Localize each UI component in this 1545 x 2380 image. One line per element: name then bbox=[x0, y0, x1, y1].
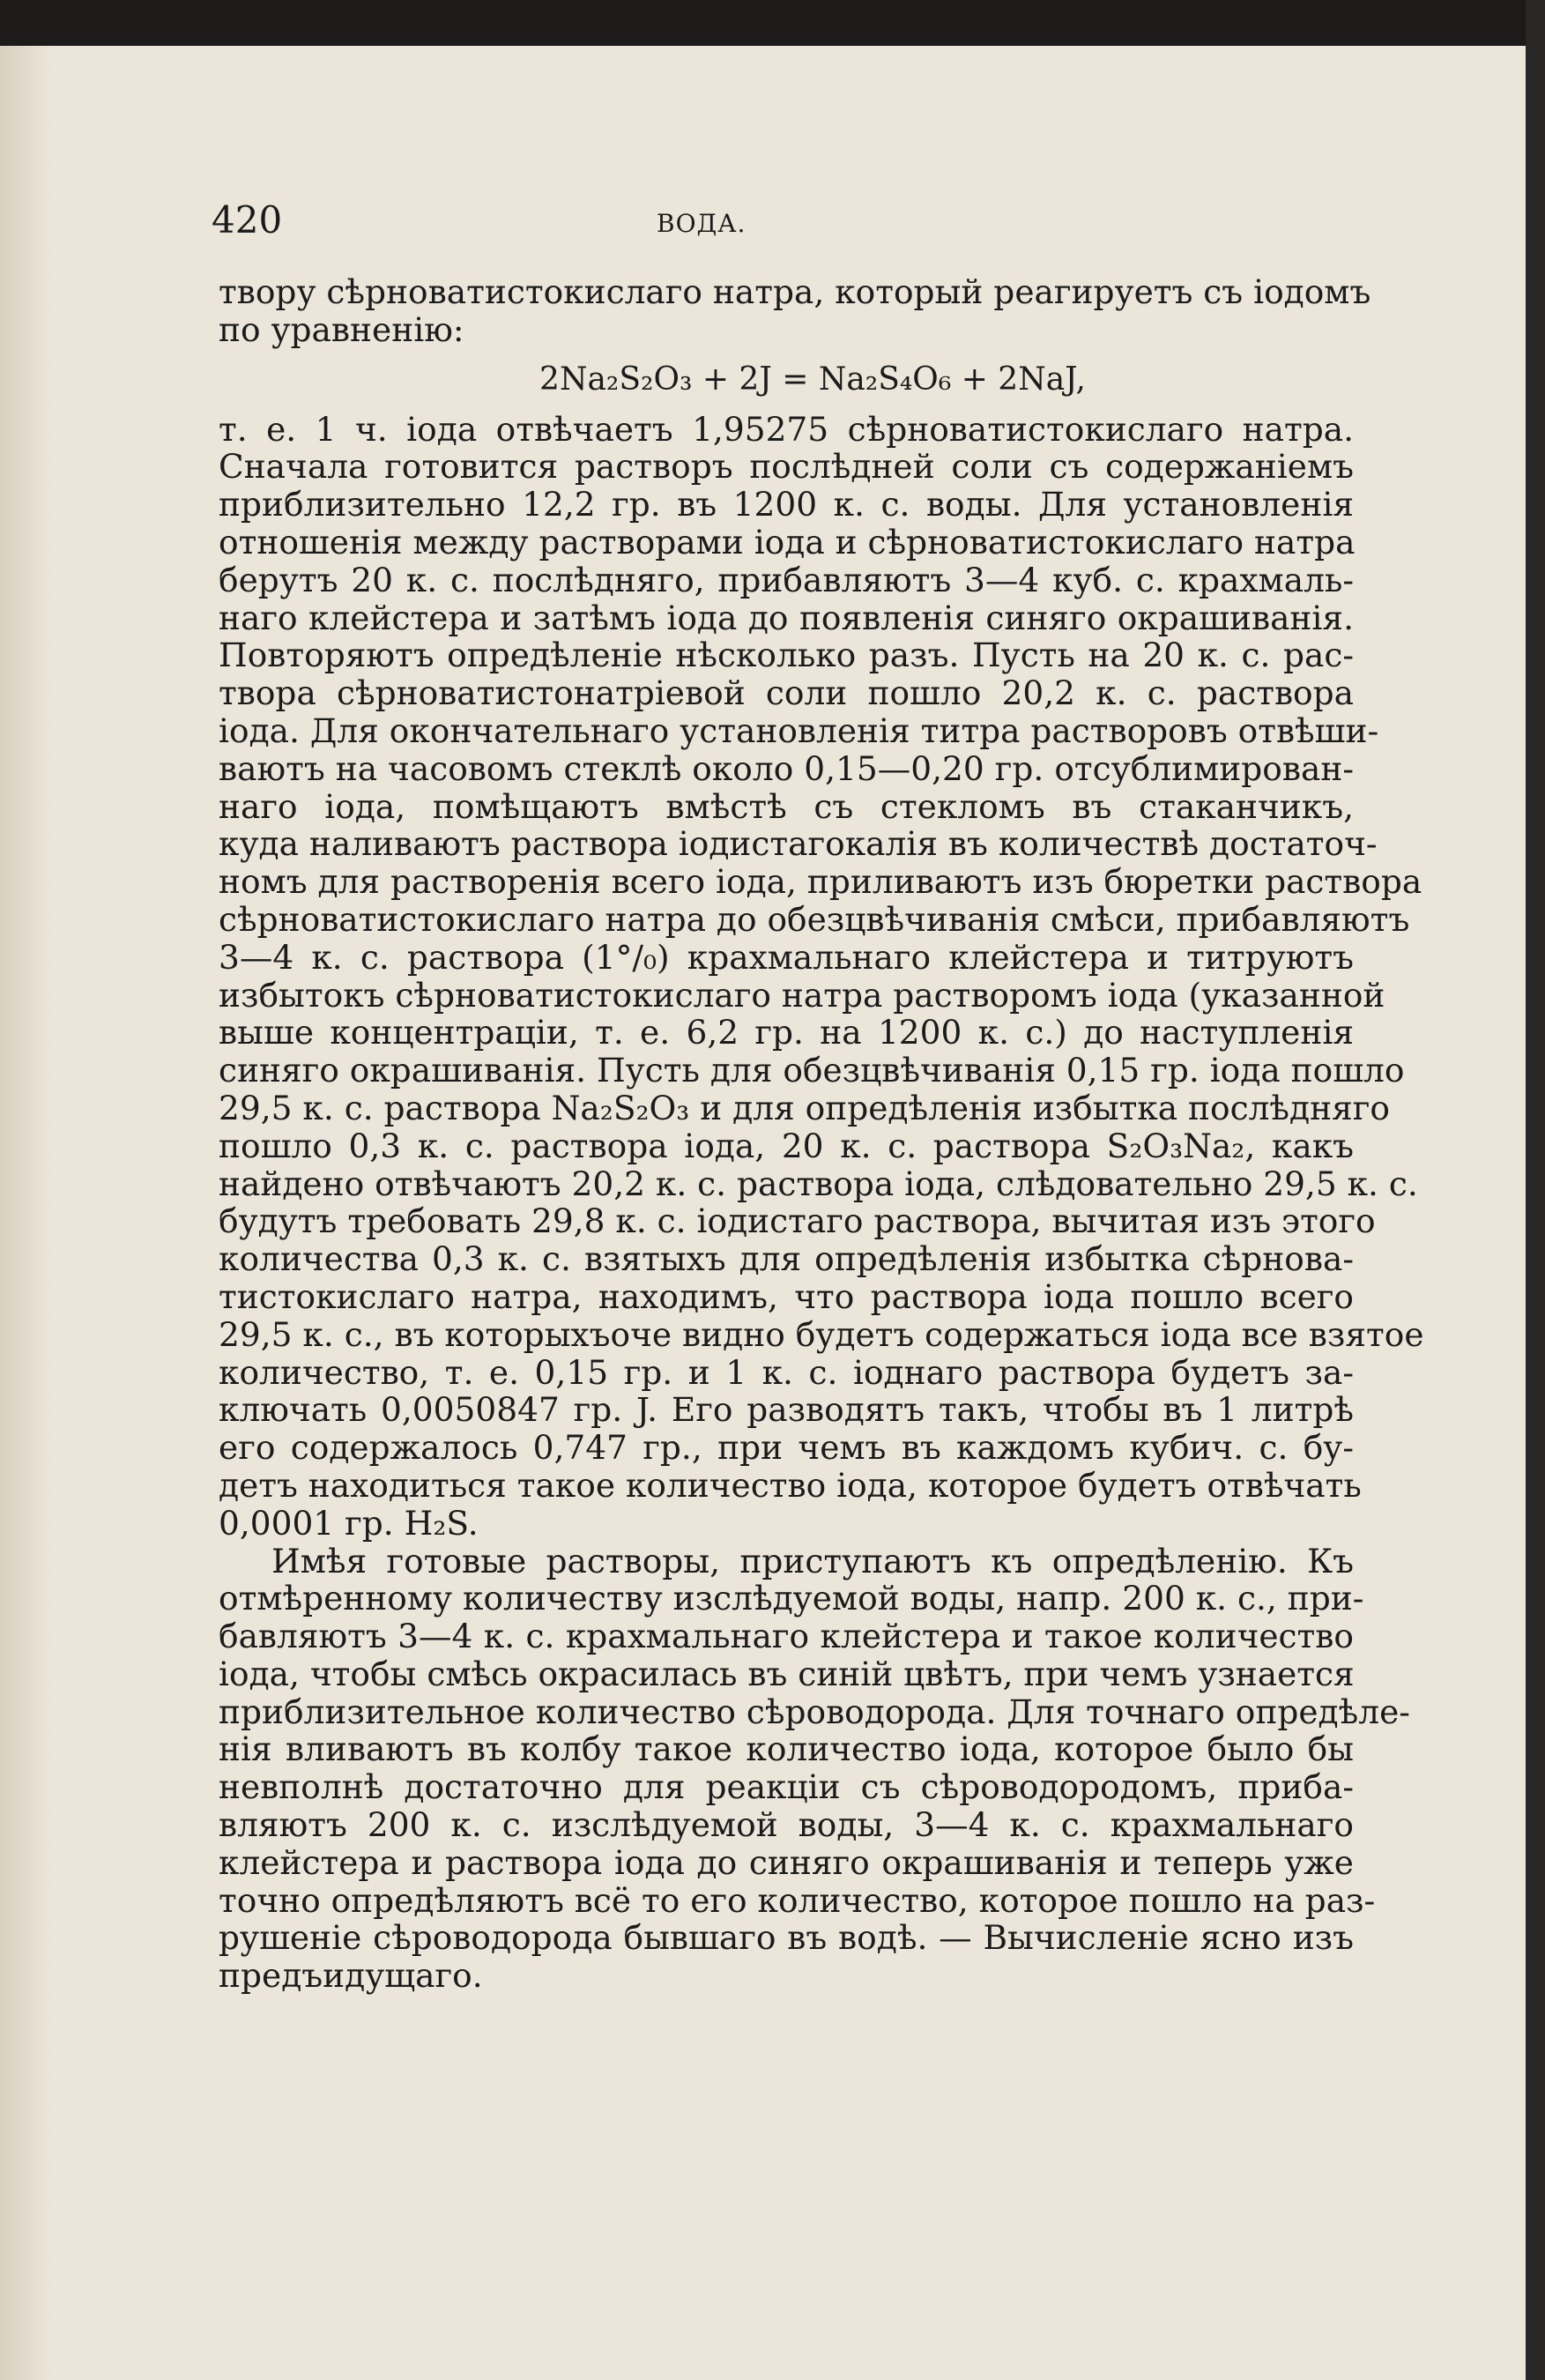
text-line: приблизительное количество сѣроводорода. Для точнаго опредѣле- bbox=[219, 1692, 1410, 1731]
text-line: 29,5 к. с., въ которыхъоче видно будетъ содержаться іода все взятое bbox=[219, 1314, 1424, 1354]
page-header bbox=[212, 198, 1357, 251]
text-line: нія вливаютъ въ колбу такое количество іода, которое было бы bbox=[219, 1729, 1354, 1769]
paragraph-1 bbox=[219, 409, 1424, 1543]
text-line: наго клейстера и затѣмъ іода до появленія синяго окрашиванія. bbox=[219, 598, 1354, 637]
text-line: твору сѣрноватистокислаго натра, который реагируетъ съ іодомъ bbox=[219, 272, 1371, 311]
text-line: іода, чтобы смѣсь окрасилась въ синій цвѣтъ, при чемъ узнается bbox=[219, 1654, 1355, 1693]
text-line: берутъ 20 к. с. послѣдняго, прибавляютъ 3—4 куб. с. крахмаль- bbox=[219, 560, 1354, 599]
text-line: Имѣя готовые растворы, приступаютъ къ опредѣленію. Къ bbox=[271, 1541, 1354, 1580]
text-line: наго іода, помѣщаютъ вмѣстѣ съ стекломъ въ стаканчикъ, bbox=[219, 786, 1354, 826]
text-line: избытокъ сѣрноватистокислаго натра растворомъ іода (указанной bbox=[219, 975, 1385, 1015]
text-line: вляютъ 200 к. с. изслѣдуемой воды, 3—4 к. с. крахмальнаго bbox=[219, 1805, 1354, 1845]
text-line: іода. Для окончательнаго установленія титра растворовъ отвѣши- bbox=[219, 710, 1379, 750]
running-head: ВОДА. bbox=[657, 209, 747, 238]
scan-right-border bbox=[1526, 0, 1545, 2380]
text-line: найдено отвѣчаютъ 20,2 к. с. раствора іода, слѣдовательно 29,5 к. с. bbox=[219, 1164, 1418, 1203]
text-line: выше концентраціи, т. е. 6,2 гр. на 1200 к. с.) до наступленія bbox=[219, 1013, 1354, 1052]
intro-lines bbox=[219, 272, 1371, 349]
text-line: количество, т. е. 0,15 гр. и 1 к. с. іоднаго раствора будетъ за- bbox=[219, 1352, 1354, 1392]
text-line: сѣрноватистокислаго натра до обезцвѣчиванія смѣси, прибавляютъ bbox=[219, 899, 1410, 939]
text-line: рушеніе сѣроводорода бывшаго въ водѣ. — Вычисленіе ясно изъ bbox=[219, 1918, 1354, 1958]
text-line: ваютъ на часовомъ стеклѣ около 0,15—0,20 гр. отсублимирован- bbox=[219, 748, 1354, 788]
text-line: пошло 0,3 к. с. раствора іода, 20 к. с. раствора S₂O₃Na₂, какъ bbox=[219, 1126, 1354, 1165]
page-number: 420 bbox=[212, 198, 283, 242]
text-line: тистокислаго натра, находимъ, что раствора іода пошло всего bbox=[219, 1276, 1354, 1316]
chemical-equation: 2Na₂S₂O₃ + 2J = Na₂S₄O₆ + 2NaJ, bbox=[539, 361, 1086, 398]
text-line: количества 0,3 к. с. взятыхъ для опредѣленія избытка сѣрнова- bbox=[219, 1239, 1354, 1279]
text-line: приблизительно 12,2 гр. въ 1200 к. с. воды. Для установленія bbox=[219, 485, 1354, 524]
text-line: бавляютъ 3—4 к. с. крахмальнаго клейстера и такое количество bbox=[219, 1617, 1354, 1656]
text-line: синяго окрашиванія. Пусть для обезцвѣчиванія 0,15 гр. іода пошло bbox=[219, 1051, 1405, 1090]
text-line: 29,5 к. с. раствора Na₂S₂O₃ и для опредѣленія избытка послѣдняго bbox=[219, 1088, 1390, 1127]
text-line: Повторяютъ опредѣленіе нѣсколько разъ. Пусть на 20 к. с. рас- bbox=[219, 636, 1354, 675]
scan-top-border bbox=[0, 0, 1545, 46]
text-line: его содержалось 0,747 гр., при чемъ въ каждомъ кубич. с. бу- bbox=[219, 1428, 1354, 1468]
text-line: 3—4 к. с. раствора (1°/₀) крахмальнаго клейстера и титруютъ bbox=[219, 937, 1354, 977]
text-line: куда наливаютъ раствора іодистагокалія въ количествѣ достаточ- bbox=[219, 824, 1378, 864]
binding-shadow bbox=[0, 46, 53, 2380]
text-line: по уравненію: bbox=[219, 309, 464, 349]
body-text bbox=[219, 272, 1424, 1996]
paragraph-2 bbox=[219, 1541, 1410, 1996]
text-line: отмѣренному количеству изслѣдуемой воды, напр. 200 к. с., при- bbox=[219, 1579, 1364, 1618]
text-line: предъидущаго. bbox=[219, 1956, 483, 1996]
text-line: твора сѣрноватистонатріевой соли пошло 20,2 к. с. раствора bbox=[219, 673, 1354, 713]
text-line: т. е. 1 ч. іода отвѣчаетъ 1,95275 сѣрноватистокислаго натра. bbox=[219, 409, 1354, 449]
text-line: точно опредѣляютъ всё то его количество, которое пошло на раз- bbox=[219, 1880, 1376, 1920]
text-line: будутъ требовать 29,8 к. с. іодистаго раствора, вычитая изъ этого bbox=[219, 1201, 1376, 1241]
text-line: 0,0001 гр. H₂S. bbox=[219, 1503, 479, 1543]
text-line: невполнѣ достаточно для реакціи съ сѣроводородомъ, приба- bbox=[219, 1767, 1354, 1807]
text-line: номъ для растворенія всего іода, приливаютъ изъ бюретки раствора bbox=[219, 862, 1422, 902]
text-line: ключать 0,0050847 гр. J. Его разводятъ такъ, чтобы въ 1 литрѣ bbox=[219, 1390, 1354, 1430]
text-line: клейстера и раствора іода до синяго окрашиванія и теперь уже bbox=[219, 1842, 1354, 1882]
text-line: отношенія между растворами іода и сѣрноватистокислаго натра bbox=[219, 522, 1356, 562]
text-line: Сначала готовится растворъ послѣдней соли съ содержаніемъ bbox=[219, 447, 1354, 487]
text-line: детъ находиться такое количество іода, которое будетъ отвѣчать bbox=[219, 1465, 1362, 1505]
